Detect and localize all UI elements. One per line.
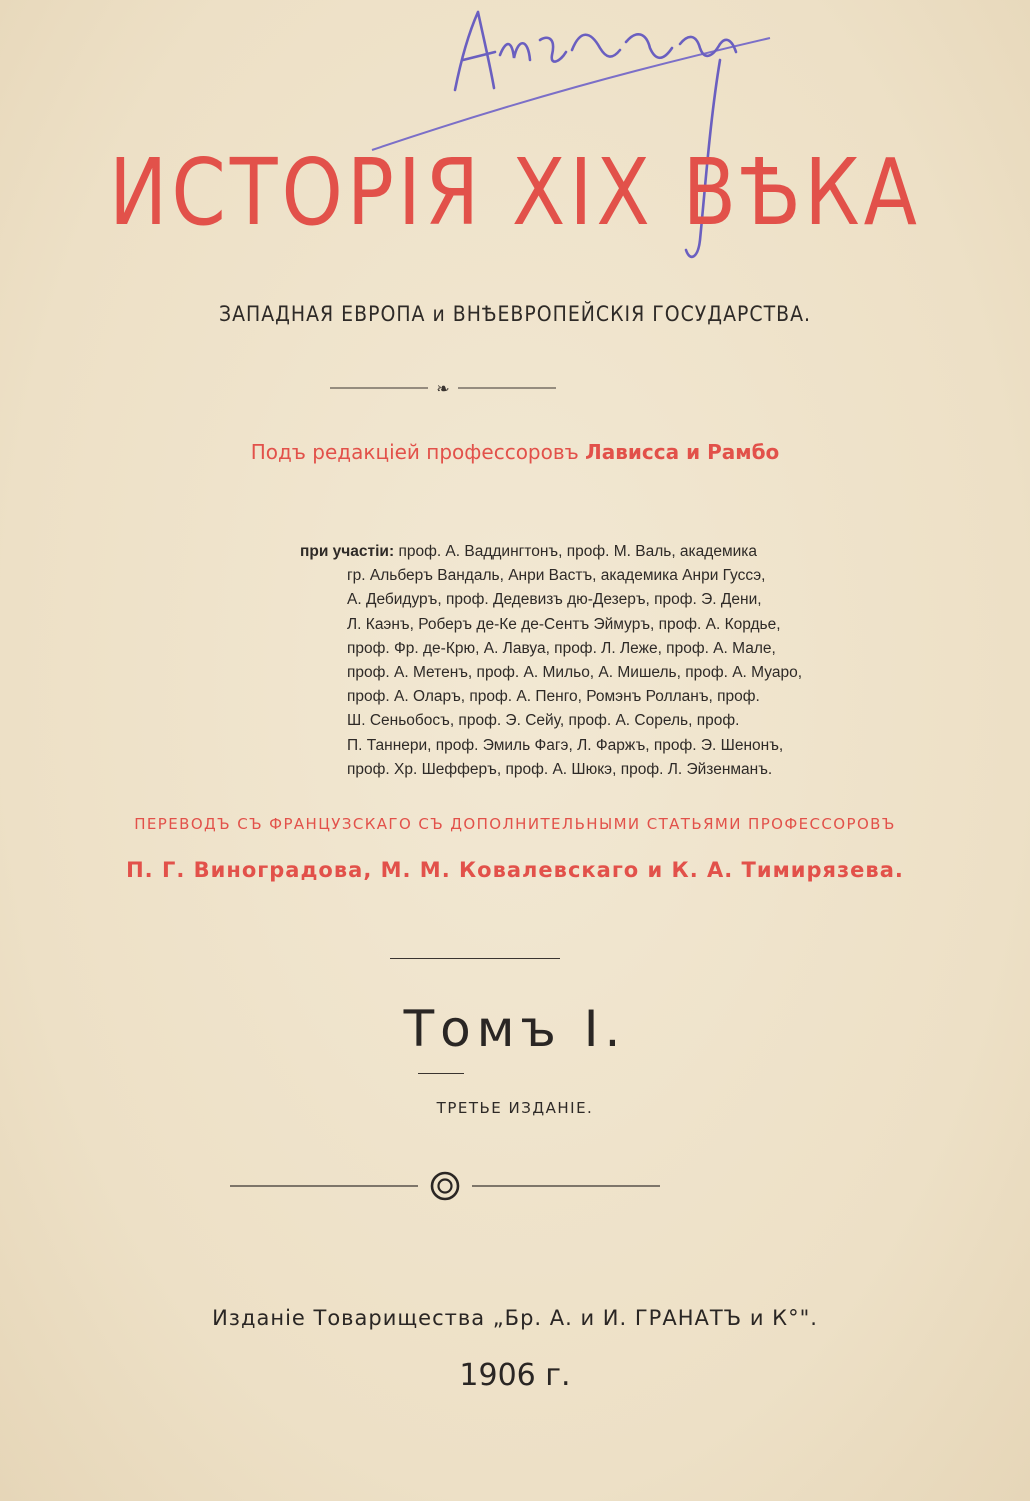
- book-title: ИСТОРІЯ XIX ВѢКА: [109, 140, 921, 247]
- translators-line: П. Г. Виноградова, М. М. Ковалевскаго и К. А. Тимирязева.: [126, 858, 904, 882]
- edition-label: ТРЕТЬЕ ИЗДАНІЕ.: [436, 1099, 594, 1117]
- contributors-line: проф. А. Ваддингтонъ, проф. М. Валь, академика: [398, 543, 758, 560]
- publication-year: 1906 г.: [459, 1358, 571, 1393]
- contributors-first-line: [300, 540, 860, 564]
- contributors-line: проф. Фр. де-Крю, А. Лавуа, проф. Л. Леже, проф. А. Мале,: [347, 639, 776, 657]
- contributors-line: гр. Альберъ Вандаль, Анри Вастъ, академика Анри Гуссэ,: [347, 567, 766, 585]
- svg-text:❧: ❧: [436, 379, 450, 398]
- translation-note: ПЕРЕВОДЪ СЪ ФРАНЦУЗСКАГО СЪ ДОПОЛНИТЕЛЬНЫМИ СТАТЬЯМИ ПРОФЕССОРОВЪ: [134, 815, 896, 833]
- volume-number: Томъ I.: [403, 1000, 627, 1058]
- horizontal-rule: [390, 958, 560, 959]
- short-rule: [418, 1073, 464, 1074]
- ornament-divider: [330, 378, 556, 402]
- editors-names: Лависса и Рамбо: [585, 440, 780, 464]
- contributors-line: проф. А. Оларъ, проф. А. Пенго, Ромэнъ Ролланъ, проф.: [347, 688, 760, 706]
- contributors-line: проф. Хр. Шефферъ, проф. А. Шюкэ, проф. Л. Эйзенманъ.: [347, 760, 773, 778]
- contributors-line: Л. Каэнъ, Роберъ де-Ке де-Сентъ Эймуръ, проф. А. Кордье,: [347, 615, 781, 633]
- editors-prefix: Подъ редакціей профессоровъ: [250, 440, 579, 464]
- contributors-line: П. Таннери, проф. Эмиль Фагэ, Л. Фаржъ, проф. Э. Шенонъ,: [347, 736, 784, 754]
- contributors-line: проф. А. Метенъ, проф. А. Мильо, А. Мишель, проф. А. Муаро,: [347, 664, 802, 682]
- publisher-line: Изданіе Товарищества „Бр. А. и И. ГРАНАТЪ и К°".: [212, 1306, 818, 1330]
- circle-ornament-divider: [230, 1168, 660, 1208]
- contributors-block: [300, 540, 860, 782]
- contributors-lead: при участіи:: [300, 543, 395, 560]
- contributors-line: А. Дебидуръ, проф. Дедевизъ дю-Дезеръ, проф. Э. Дени,: [347, 591, 762, 609]
- editors-line: [0, 440, 1030, 464]
- book-subtitle: ЗАПАДНАЯ ЕВРОПА и ВНѢЕВРОПЕЙСКІЯ ГОСУДАРСТВА.: [218, 302, 811, 326]
- contributors-line: Ш. Сеньобосъ, проф. Э. Сейу, проф. А. Сорель, проф.: [347, 712, 740, 730]
